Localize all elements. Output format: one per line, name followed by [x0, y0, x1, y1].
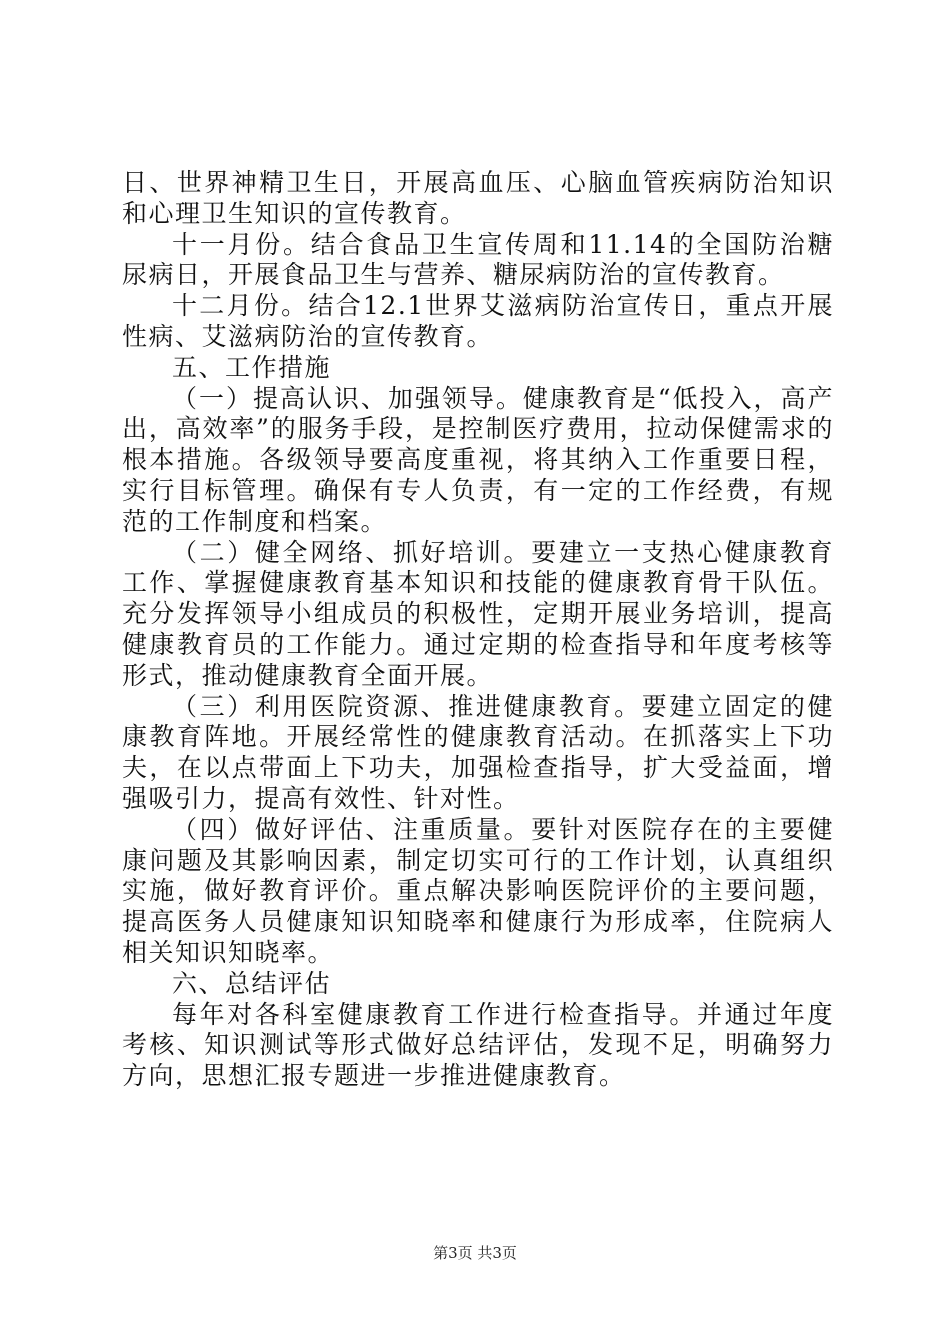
document-body: [122, 168, 834, 1092]
paragraph-measure-1: （一）提高认识、加强领导。健康教育是“低投入，高产出，高效率”的服务手段，是控制医疗费用，拉动保健需求的根本措施。各级领导要高度重视，将其纳入工作重要日程，实行目标管理。确保有专人负责，有一定的工作经费，有规范的工作制度和档案。: [122, 383, 834, 536]
section-heading-summary: 六、总结评估: [172, 968, 332, 998]
paragraph-measure-2: （二）健全网络、抓好培训。要建立一支热心健康教育工作、掌握健康教育基本知识和技能的健康教育骨干队伍。充分发挥领导小组成员的积极性，定期开展业务培训，提高健康教育员的工作能力。通过定期的检查指导和年度考核等形式，推动健康教育全面开展。: [122, 537, 834, 690]
paragraph-measure-3: （三）利用医院资源、推进健康教育。要建立固定的健康教育阵地。开展经常性的健康教育活动。在抓落实上下功夫，在以点带面上下功夫，加强检查指导，扩大受益面，增强吸引力，提高有效性、针对性。: [122, 691, 834, 813]
paragraph-november: 十一月份。结合食品卫生宣传周和11.14的全国防治糖尿病日，开展食品卫生与营养、糖尿病防治的宣传教育。: [122, 229, 834, 290]
paragraph-december: 十二月份。结合12.1世界艾滋病防治宣传日，重点开展性病、艾滋病防治的宣传教育。: [122, 291, 834, 351]
paragraph-continued: 日、世界神精卫生日，开展高血压、心脑血管疾病防治知识和心理卫生知识的宣传教育。: [122, 168, 834, 228]
paragraph-summary: 每年对各科室健康教育工作进行检查指导。并通过年度考核、知识测试等形式做好总结评估，发现不足，明确努力方向，思想汇报专题进一步推进健康教育。: [122, 999, 834, 1091]
page-footer: 第3页 共3页: [433, 1244, 517, 1262]
section-heading-work-measures: 五、工作措施: [172, 352, 332, 382]
paragraph-measure-4: （四）做好评估、注重质量。要针对医院存在的主要健康问题及其影响因素，制定切实可行的工作计划，认真组织实施，做好教育评价。重点解决影响医院评价的主要问题，提高医务人员健康知识知晓率和健康行为形成率，住院病人相关知识知晓率。: [122, 814, 834, 967]
